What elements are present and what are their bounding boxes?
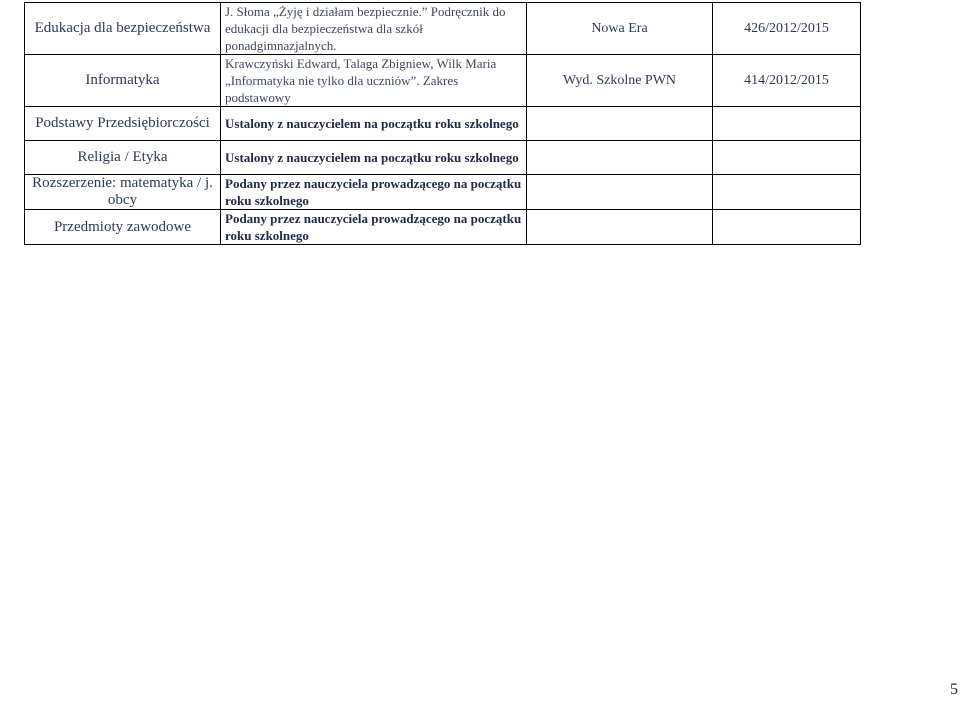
- approval-number-cell: 414/2012/2015: [713, 55, 861, 107]
- publisher-cell: Wyd. Szkolne PWN: [527, 55, 713, 107]
- table-row: [25, 3, 861, 55]
- publisher-cell: [527, 210, 713, 245]
- table-row: [25, 210, 861, 245]
- approval-number-cell: 426/2012/2015: [713, 3, 861, 55]
- title-cell: Podany przez nauczyciela prowadzącego na początku roku szkolnego: [221, 175, 527, 210]
- table-row: [25, 175, 861, 210]
- approval-number-cell: [713, 141, 861, 175]
- subject-cell: Religia / Etyka: [25, 141, 221, 175]
- approval-number-cell: [713, 175, 861, 210]
- table-row: [25, 55, 861, 107]
- approval-number-cell: [713, 107, 861, 141]
- table-row: [25, 107, 861, 141]
- publisher-cell: [527, 175, 713, 210]
- table-row: [25, 141, 861, 175]
- title-cell: J. Słoma „Żyję i działam bezpiecznie.” Podręcznik do edukacji dla bezpieczeństwa dla szkół ponadgimnazjalnych.: [221, 3, 527, 55]
- title-cell: Podany przez nauczyciela prowadzącego na początku roku szkolnego: [221, 210, 527, 245]
- subject-cell: Edukacja dla bezpieczeństwa: [25, 3, 221, 55]
- page-number: 5: [950, 681, 958, 698]
- publisher-cell: [527, 107, 713, 141]
- textbook-table: [24, 2, 861, 245]
- subject-cell: Podstawy Przedsiębiorczości: [25, 107, 221, 141]
- title-cell: Ustalony z nauczycielem na początku roku szkolnego: [221, 141, 527, 175]
- subject-cell: Rozszerzenie: matematyka / j. obcy: [25, 175, 221, 210]
- subject-cell: Przedmioty zawodowe: [25, 210, 221, 245]
- approval-number-cell: [713, 210, 861, 245]
- subject-cell: Informatyka: [25, 55, 221, 107]
- publisher-cell: Nowa Era: [527, 3, 713, 55]
- title-cell: Krawczyński Edward, Talaga Zbigniew, Wilk Maria „Informatyka nie tylko dla uczniów”. Zakres podstawowy: [221, 55, 527, 107]
- publisher-cell: [527, 141, 713, 175]
- title-cell: Ustalony z nauczycielem na początku roku szkolnego: [221, 107, 527, 141]
